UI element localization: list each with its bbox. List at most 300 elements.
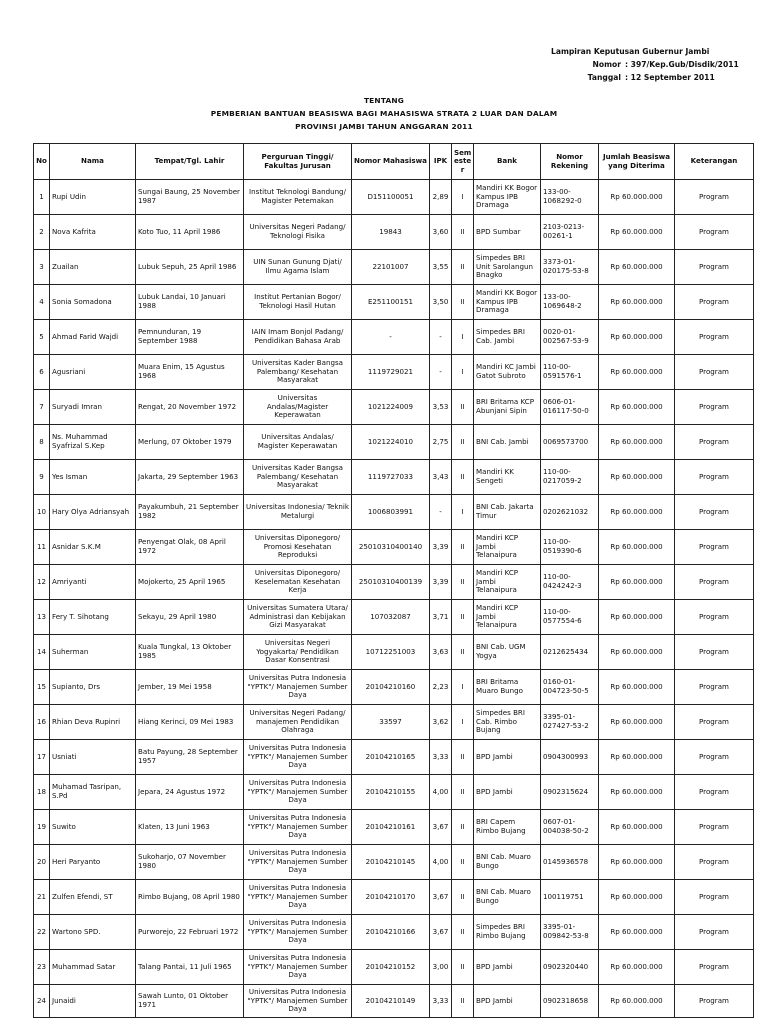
scholarship-table bbox=[33, 143, 754, 1018]
cell-no: 21 bbox=[34, 880, 50, 915]
cell-jumlah: Rp 60.000.000 bbox=[599, 390, 675, 425]
cell-keterangan: Program bbox=[675, 985, 754, 1018]
cell-ipk: - bbox=[430, 320, 452, 355]
cell-semester: II bbox=[452, 530, 474, 565]
cell-keterangan: Program bbox=[675, 880, 754, 915]
column-header: Nama bbox=[50, 144, 136, 180]
tanggal-label: Tanggal bbox=[587, 73, 621, 82]
cell-nomor-rekening: 100119751 bbox=[541, 880, 599, 915]
cell-nama: Zulfen Efendi, ST bbox=[50, 880, 136, 915]
cell-semester: I bbox=[452, 180, 474, 215]
cell-semester: I bbox=[452, 495, 474, 530]
table-row bbox=[34, 285, 754, 320]
cell-perguruan: Universitas Putra Indonesia "YPTK"/ Manajemen Sumber Daya bbox=[244, 915, 352, 950]
table-row bbox=[34, 845, 754, 880]
cell-ipk: 3,63 bbox=[430, 635, 452, 670]
cell-bank: BPD Jambi bbox=[474, 950, 541, 985]
cell-tempat-lahir: Sukoharjo, 07 November 1980 bbox=[136, 845, 244, 880]
cell-bank: BRI Capem Rimbo Bujang bbox=[474, 810, 541, 845]
table-row bbox=[34, 810, 754, 845]
cell-nama: Suwito bbox=[50, 810, 136, 845]
cell-ipk: 3,33 bbox=[430, 985, 452, 1018]
cell-no: 15 bbox=[34, 670, 50, 705]
cell-nama: Muhamad Tasripan, S.Pd bbox=[50, 775, 136, 810]
cell-ipk: 4,00 bbox=[430, 845, 452, 880]
cell-jumlah: Rp 60.000.000 bbox=[599, 495, 675, 530]
cell-nama: Ahmad Farid Wajdi bbox=[50, 320, 136, 355]
cell-nomor-rekening: 0145936578 bbox=[541, 845, 599, 880]
cell-keterangan: Program bbox=[675, 530, 754, 565]
cell-nomor-mahasiswa: 19843 bbox=[352, 215, 430, 250]
cell-tempat-lahir: Lubuk Landai, 10 Januari 1988 bbox=[136, 285, 244, 320]
cell-perguruan: Universitas Indonesia/ Teknik Metalurgi bbox=[244, 495, 352, 530]
cell-semester: II bbox=[452, 985, 474, 1018]
cell-semester: II bbox=[452, 390, 474, 425]
cell-no: 23 bbox=[34, 950, 50, 985]
cell-jumlah: Rp 60.000.000 bbox=[599, 600, 675, 635]
cell-tempat-lahir: Talang Pantai, 11 Juli 1965 bbox=[136, 950, 244, 985]
cell-no: 7 bbox=[34, 390, 50, 425]
cell-nomor-mahasiswa: 1021224009 bbox=[352, 390, 430, 425]
decree-reference bbox=[551, 45, 739, 84]
cell-semester: II bbox=[452, 810, 474, 845]
cell-semester: II bbox=[452, 880, 474, 915]
cell-semester: II bbox=[452, 285, 474, 320]
cell-tempat-lahir: Batu Payung, 28 September 1957 bbox=[136, 740, 244, 775]
table-row bbox=[34, 180, 754, 215]
table-row bbox=[34, 390, 754, 425]
cell-nomor-mahasiswa: 1021224010 bbox=[352, 425, 430, 460]
cell-jumlah: Rp 60.000.000 bbox=[599, 775, 675, 810]
cell-semester: I bbox=[452, 670, 474, 705]
cell-nomor-mahasiswa: 20104210165 bbox=[352, 740, 430, 775]
cell-jumlah: Rp 60.000.000 bbox=[599, 425, 675, 460]
cell-ipk: 3,39 bbox=[430, 530, 452, 565]
cell-keterangan: Program bbox=[675, 495, 754, 530]
title-line-3: PROVINSI JAMBI TAHUN ANGGARAN 2011 bbox=[295, 122, 473, 131]
cell-semester: I bbox=[452, 705, 474, 740]
cell-bank: BNI Cab. Muaro Bungo bbox=[474, 845, 541, 880]
cell-semester: II bbox=[452, 740, 474, 775]
cell-keterangan: Program bbox=[675, 215, 754, 250]
cell-bank: Mandiri KCP Jambi Telanaipura bbox=[474, 530, 541, 565]
cell-tempat-lahir: Penyengat Olak, 08 April 1972 bbox=[136, 530, 244, 565]
cell-no: 12 bbox=[34, 565, 50, 600]
table-row bbox=[34, 880, 754, 915]
cell-ipk: 3,55 bbox=[430, 250, 452, 285]
cell-nomor-mahasiswa: 33597 bbox=[352, 705, 430, 740]
cell-nomor-rekening: 0212625434 bbox=[541, 635, 599, 670]
cell-bank: BPD Jambi bbox=[474, 775, 541, 810]
column-header: Bank bbox=[474, 144, 541, 180]
cell-perguruan: Universitas Putra Indonesia "YPTK"/ Manajemen Sumber Daya bbox=[244, 985, 352, 1018]
cell-perguruan: Universitas Negeri Padang/ Teknologi Fisika bbox=[244, 215, 352, 250]
cell-no: 16 bbox=[34, 705, 50, 740]
cell-nama: Nova Kafrita bbox=[50, 215, 136, 250]
cell-nomor-mahasiswa: 1006803991 bbox=[352, 495, 430, 530]
cell-jumlah: Rp 60.000.000 bbox=[599, 740, 675, 775]
cell-nomor-mahasiswa: 10712251003 bbox=[352, 635, 430, 670]
table-row bbox=[34, 215, 754, 250]
cell-jumlah: Rp 60.000.000 bbox=[599, 250, 675, 285]
cell-tempat-lahir: Sekayu, 29 April 1980 bbox=[136, 600, 244, 635]
cell-keterangan: Program bbox=[675, 390, 754, 425]
cell-semester: II bbox=[452, 600, 474, 635]
cell-jumlah: Rp 60.000.000 bbox=[599, 985, 675, 1018]
cell-jumlah: Rp 60.000.000 bbox=[599, 915, 675, 950]
cell-jumlah: Rp 60.000.000 bbox=[599, 705, 675, 740]
cell-bank: BPD Jambi bbox=[474, 985, 541, 1018]
cell-jumlah: Rp 60.000.000 bbox=[599, 670, 675, 705]
cell-nomor-rekening: 133-00-1069648-2 bbox=[541, 285, 599, 320]
cell-no: 4 bbox=[34, 285, 50, 320]
cell-bank: Mandiri KK Sengeti bbox=[474, 460, 541, 495]
cell-perguruan: Universitas Putra Indonesia "YPTK"/ Manajemen Sumber Daya bbox=[244, 740, 352, 775]
cell-nomor-mahasiswa: D151100051 bbox=[352, 180, 430, 215]
cell-perguruan: Universitas Andalas/Magister Keperawatan bbox=[244, 390, 352, 425]
cell-keterangan: Program bbox=[675, 250, 754, 285]
cell-tempat-lahir: Payakumbuh, 21 September 1982 bbox=[136, 495, 244, 530]
cell-jumlah: Rp 60.000.000 bbox=[599, 320, 675, 355]
cell-keterangan: Program bbox=[675, 565, 754, 600]
cell-bank: Mandiri KK Bogor Kampus IPB Dramaga bbox=[474, 285, 541, 320]
cell-perguruan: Universitas Kader Bangsa Palembang/ Kesehatan Masyarakat bbox=[244, 460, 352, 495]
cell-nomor-mahasiswa: 20104210149 bbox=[352, 985, 430, 1018]
cell-keterangan: Program bbox=[675, 320, 754, 355]
cell-nomor-mahasiswa: 107032087 bbox=[352, 600, 430, 635]
cell-semester: II bbox=[452, 915, 474, 950]
cell-nama: Muhammad Satar bbox=[50, 950, 136, 985]
cell-nama: Sonia Somadona bbox=[50, 285, 136, 320]
cell-bank: BPD Jambi bbox=[474, 740, 541, 775]
cell-nama: Yes Isman bbox=[50, 460, 136, 495]
cell-ipk: 3,00 bbox=[430, 950, 452, 985]
cell-keterangan: Program bbox=[675, 355, 754, 390]
cell-bank: Mandiri KCP Jambi Telanaipura bbox=[474, 600, 541, 635]
cell-no: 20 bbox=[34, 845, 50, 880]
cell-nama: Wartono SPD. bbox=[50, 915, 136, 950]
cell-semester: I bbox=[452, 355, 474, 390]
cell-nama: Ns. Muhammad Syafrizal S.Kep bbox=[50, 425, 136, 460]
cell-jumlah: Rp 60.000.000 bbox=[599, 880, 675, 915]
cell-ipk: - bbox=[430, 495, 452, 530]
title-line-2: PEMBERIAN BANTUAN BEASISWA BAGI MAHASISWA STRATA 2 LUAR DAN DALAM bbox=[210, 109, 558, 118]
cell-nama: Junaidi bbox=[50, 985, 136, 1018]
table-row bbox=[34, 530, 754, 565]
cell-no: 5 bbox=[34, 320, 50, 355]
cell-ipk: - bbox=[430, 355, 452, 390]
cell-bank: Simpedes BRI Cab. Rimbo Bujang bbox=[474, 705, 541, 740]
cell-nomor-rekening: 2103-0213-00261-1 bbox=[541, 215, 599, 250]
table-row bbox=[34, 320, 754, 355]
cell-jumlah: Rp 60.000.000 bbox=[599, 285, 675, 320]
cell-semester: II bbox=[452, 775, 474, 810]
cell-perguruan: Universitas Diponegoro/ Promosi Kesehatan Reproduksi bbox=[244, 530, 352, 565]
table-row bbox=[34, 985, 754, 1018]
cell-ipk: 3,39 bbox=[430, 565, 452, 600]
cell-nomor-mahasiswa: 20104210160 bbox=[352, 670, 430, 705]
cell-keterangan: Program bbox=[675, 425, 754, 460]
cell-no: 22 bbox=[34, 915, 50, 950]
nomor-value: : 397/Kep.Gub/Disdik/2011 bbox=[625, 60, 739, 69]
cell-ipk: 2,23 bbox=[430, 670, 452, 705]
cell-ipk: 3,71 bbox=[430, 600, 452, 635]
cell-nomor-rekening: 0902320440 bbox=[541, 950, 599, 985]
table-row bbox=[34, 705, 754, 740]
cell-perguruan: Universitas Andalas/ Magister Keperawatan bbox=[244, 425, 352, 460]
cell-nama: Usniati bbox=[50, 740, 136, 775]
cell-perguruan: Institut Teknologi Bandung/ Magister Petemakan bbox=[244, 180, 352, 215]
column-header: Nomor Mahasiswa bbox=[352, 144, 430, 180]
cell-nomor-rekening: 0069573700 bbox=[541, 425, 599, 460]
title-line-1: TENTANG bbox=[363, 96, 405, 105]
cell-bank: Mandiri KC Jambi Gatot Subroto bbox=[474, 355, 541, 390]
cell-no: 13 bbox=[34, 600, 50, 635]
cell-nomor-mahasiswa: 1119729021 bbox=[352, 355, 430, 390]
cell-keterangan: Program bbox=[675, 180, 754, 215]
cell-no: 14 bbox=[34, 635, 50, 670]
cell-tempat-lahir: Kuala Tungkal, 13 Oktober 1985 bbox=[136, 635, 244, 670]
cell-nomor-mahasiswa: 20104210166 bbox=[352, 915, 430, 950]
cell-ipk: 3,50 bbox=[430, 285, 452, 320]
cell-semester: I bbox=[452, 320, 474, 355]
cell-nama: Heri Paryanto bbox=[50, 845, 136, 880]
cell-nama: Suryadi Imran bbox=[50, 390, 136, 425]
table-row bbox=[34, 915, 754, 950]
nomor-line bbox=[551, 58, 739, 71]
cell-bank: BNI Cab. Jakarta Timur bbox=[474, 495, 541, 530]
cell-ipk: 2,75 bbox=[430, 425, 452, 460]
cell-semester: II bbox=[452, 565, 474, 600]
cell-nomor-mahasiswa: 25010310400140 bbox=[352, 530, 430, 565]
cell-semester: II bbox=[452, 425, 474, 460]
cell-no: 19 bbox=[34, 810, 50, 845]
cell-perguruan: Universitas Negeri Padang/ manajemen Pendidikan Olahraga bbox=[244, 705, 352, 740]
cell-ipk: 3,33 bbox=[430, 740, 452, 775]
cell-ipk: 3,62 bbox=[430, 705, 452, 740]
cell-no: 8 bbox=[34, 425, 50, 460]
cell-ipk: 3,67 bbox=[430, 880, 452, 915]
cell-bank: BNI Cab. Jambi bbox=[474, 425, 541, 460]
cell-tempat-lahir: Pemnunduran, 19 September 1988 bbox=[136, 320, 244, 355]
cell-perguruan: Universitas Putra Indonesia "YPTK"/ Manajemen Sumber Daya bbox=[244, 670, 352, 705]
cell-keterangan: Program bbox=[675, 810, 754, 845]
cell-tempat-lahir: Rimbo Bujang, 08 April 1980 bbox=[136, 880, 244, 915]
cell-tempat-lahir: Purworejo, 22 Februari 1972 bbox=[136, 915, 244, 950]
cell-nomor-mahasiswa: 22101007 bbox=[352, 250, 430, 285]
cell-bank: BNI Cab. UGM Yogya bbox=[474, 635, 541, 670]
cell-jumlah: Rp 60.000.000 bbox=[599, 460, 675, 495]
cell-nomor-rekening: 0160-01-004723-50-5 bbox=[541, 670, 599, 705]
cell-ipk: 3,67 bbox=[430, 915, 452, 950]
cell-tempat-lahir: Hiang Kerinci, 09 Mei 1983 bbox=[136, 705, 244, 740]
nomor-label: Nomor bbox=[592, 60, 621, 69]
table-row bbox=[34, 425, 754, 460]
cell-perguruan: Universitas Sumatera Utara/ Administrasi dan Kebijakan Gizi Masyarakat bbox=[244, 600, 352, 635]
cell-nomor-mahasiswa: 25010310400139 bbox=[352, 565, 430, 600]
cell-bank: Simpedes BRI Rimbo Bujang bbox=[474, 915, 541, 950]
cell-ipk: 3,43 bbox=[430, 460, 452, 495]
cell-tempat-lahir: Jakarta, 29 September 1963 bbox=[136, 460, 244, 495]
cell-semester: II bbox=[452, 250, 474, 285]
cell-bank: Mandiri KCP Jambi Telanaipura bbox=[474, 565, 541, 600]
cell-tempat-lahir: Sawah Lunto, 01 Oktober 1971 bbox=[136, 985, 244, 1018]
cell-bank: BRI Britama Muaro Bungo bbox=[474, 670, 541, 705]
cell-semester: II bbox=[452, 845, 474, 880]
table-row bbox=[34, 600, 754, 635]
column-header: Nomor Rekening bbox=[541, 144, 599, 180]
cell-no: 24 bbox=[34, 985, 50, 1018]
cell-nomor-rekening: 3395-01-009842-53-8 bbox=[541, 915, 599, 950]
column-header: Jumlah Beasiswa yang Diterima bbox=[599, 144, 675, 180]
cell-nomor-rekening: 110-00-0519390-6 bbox=[541, 530, 599, 565]
cell-nomor-rekening: 0020-01-002567-53-9 bbox=[541, 320, 599, 355]
cell-jumlah: Rp 60.000.000 bbox=[599, 215, 675, 250]
cell-nomor-mahasiswa: 20104210155 bbox=[352, 775, 430, 810]
cell-no: 3 bbox=[34, 250, 50, 285]
cell-nama: Fery T. Sihotang bbox=[50, 600, 136, 635]
cell-jumlah: Rp 60.000.000 bbox=[599, 810, 675, 845]
table-row bbox=[34, 740, 754, 775]
column-header: Sem este r bbox=[452, 144, 474, 180]
cell-ipk: 3,53 bbox=[430, 390, 452, 425]
cell-keterangan: Program bbox=[675, 950, 754, 985]
tanggal-line bbox=[551, 71, 739, 84]
cell-tempat-lahir: Sungai Baung, 25 November 1987 bbox=[136, 180, 244, 215]
cell-nama: Amriyanti bbox=[50, 565, 136, 600]
table-body bbox=[34, 180, 754, 1018]
cell-no: 11 bbox=[34, 530, 50, 565]
cell-ipk: 3,60 bbox=[430, 215, 452, 250]
cell-keterangan: Program bbox=[675, 775, 754, 810]
cell-nama: Hary Olya Adriansyah bbox=[50, 495, 136, 530]
cell-nomor-rekening: 3373-01-020175-53-8 bbox=[541, 250, 599, 285]
cell-no: 9 bbox=[34, 460, 50, 495]
table-row bbox=[34, 250, 754, 285]
cell-bank: BRI Britama KCP Abunjani Sipin bbox=[474, 390, 541, 425]
cell-jumlah: Rp 60.000.000 bbox=[599, 565, 675, 600]
cell-keterangan: Program bbox=[675, 705, 754, 740]
cell-tempat-lahir: Jember, 19 Mei 1958 bbox=[136, 670, 244, 705]
cell-nomor-mahasiswa: - bbox=[352, 320, 430, 355]
cell-jumlah: Rp 60.000.000 bbox=[599, 845, 675, 880]
cell-jumlah: Rp 60.000.000 bbox=[599, 635, 675, 670]
cell-perguruan: IAIN Imam Bonjol Padang/ Pendidikan Bahasa Arab bbox=[244, 320, 352, 355]
cell-perguruan: Universitas Kader Bangsa Palembang/ Kesehatan Masyarakat bbox=[244, 355, 352, 390]
column-header: No bbox=[34, 144, 50, 180]
cell-no: 1 bbox=[34, 180, 50, 215]
cell-tempat-lahir: Merlung, 07 Oktober 1979 bbox=[136, 425, 244, 460]
table-row bbox=[34, 565, 754, 600]
cell-perguruan: UIN Sunan Gunung Djati/ Ilmu Agama Islam bbox=[244, 250, 352, 285]
cell-nomor-mahasiswa: 1119727033 bbox=[352, 460, 430, 495]
cell-nama: Zuailan bbox=[50, 250, 136, 285]
cell-nomor-mahasiswa: 20104210145 bbox=[352, 845, 430, 880]
table-row bbox=[34, 460, 754, 495]
cell-perguruan: Universitas Putra Indonesia "YPTK"/ Manajemen Sumber Daya bbox=[244, 775, 352, 810]
cell-semester: II bbox=[452, 950, 474, 985]
column-header: Keterangan bbox=[675, 144, 754, 180]
cell-no: 6 bbox=[34, 355, 50, 390]
cell-semester: II bbox=[452, 215, 474, 250]
table-row bbox=[34, 635, 754, 670]
lampiran-line: Lampiran Keputusan Gubernur Jambi bbox=[551, 47, 710, 56]
cell-perguruan: Universitas Putra Indonesia "YPTK"/ Manajemen Sumber Daya bbox=[244, 950, 352, 985]
cell-keterangan: Program bbox=[675, 915, 754, 950]
table-row bbox=[34, 950, 754, 985]
cell-nomor-mahasiswa: 20104210170 bbox=[352, 880, 430, 915]
cell-nama: Suherman bbox=[50, 635, 136, 670]
cell-perguruan: Universitas Putra Indonesia "YPTK"/ Manajemen Sumber Daya bbox=[244, 845, 352, 880]
cell-ipk: 3,67 bbox=[430, 810, 452, 845]
cell-nama: Rupi Udin bbox=[50, 180, 136, 215]
cell-keterangan: Program bbox=[675, 600, 754, 635]
cell-jumlah: Rp 60.000.000 bbox=[599, 950, 675, 985]
cell-nomor-mahasiswa: 20104210161 bbox=[352, 810, 430, 845]
cell-jumlah: Rp 60.000.000 bbox=[599, 180, 675, 215]
cell-no: 10 bbox=[34, 495, 50, 530]
cell-nomor-rekening: 110-00-0577554-6 bbox=[541, 600, 599, 635]
table-row bbox=[34, 495, 754, 530]
cell-perguruan: Universitas Diponegoro/ Keselematan Kesehatan Kerja bbox=[244, 565, 352, 600]
cell-tempat-lahir: Koto Tuo, 11 April 1986 bbox=[136, 215, 244, 250]
cell-nama: Rhian Deva Rupinri bbox=[50, 705, 136, 740]
cell-keterangan: Program bbox=[675, 460, 754, 495]
cell-bank: BPD Sumbar bbox=[474, 215, 541, 250]
cell-bank: Simpedes BRI Unit Sarolangun Bnagko bbox=[474, 250, 541, 285]
cell-nomor-rekening: 0607-01-004038-50-2 bbox=[541, 810, 599, 845]
cell-ipk: 4,00 bbox=[430, 775, 452, 810]
cell-tempat-lahir: Lubuk Sepuh, 25 April 1986 bbox=[136, 250, 244, 285]
cell-nomor-rekening: 110-00-0424242-3 bbox=[541, 565, 599, 600]
cell-no: 2 bbox=[34, 215, 50, 250]
cell-jumlah: Rp 60.000.000 bbox=[599, 530, 675, 565]
cell-nomor-rekening: 0202621032 bbox=[541, 495, 599, 530]
cell-perguruan: Universitas Putra Indonesia "YPTK"/ Manajemen Sumber Daya bbox=[244, 880, 352, 915]
cell-keterangan: Program bbox=[675, 845, 754, 880]
cell-keterangan: Program bbox=[675, 740, 754, 775]
cell-tempat-lahir: Rengat, 20 November 1972 bbox=[136, 390, 244, 425]
cell-keterangan: Program bbox=[675, 285, 754, 320]
cell-tempat-lahir: Muara Enim, 15 Agustus 1968 bbox=[136, 355, 244, 390]
cell-semester: II bbox=[452, 635, 474, 670]
cell-ipk: 2,89 bbox=[430, 180, 452, 215]
cell-nama: Agusriani bbox=[50, 355, 136, 390]
cell-no: 17 bbox=[34, 740, 50, 775]
cell-keterangan: Program bbox=[675, 635, 754, 670]
cell-tempat-lahir: Mojokerto, 25 April 1965 bbox=[136, 565, 244, 600]
cell-nomor-rekening: 0606-01-016117-50-0 bbox=[541, 390, 599, 425]
cell-jumlah: Rp 60.000.000 bbox=[599, 355, 675, 390]
cell-bank: BNI Cab. Muaro Bungo bbox=[474, 880, 541, 915]
table-row bbox=[34, 775, 754, 810]
table-row bbox=[34, 355, 754, 390]
cell-semester: II bbox=[452, 460, 474, 495]
cell-nomor-mahasiswa: 20104210152 bbox=[352, 950, 430, 985]
tanggal-value: : 12 September 2011 bbox=[625, 73, 715, 82]
cell-keterangan: Program bbox=[675, 670, 754, 705]
cell-nomor-rekening: 133-00-1068292-0 bbox=[541, 180, 599, 215]
cell-nomor-rekening: 0902315624 bbox=[541, 775, 599, 810]
cell-bank: Simpedes BRI Cab. Jambi bbox=[474, 320, 541, 355]
cell-perguruan: Institut Pertanian Bogor/ Teknologi Hasil Hutan bbox=[244, 285, 352, 320]
cell-nomor-rekening: 110-00-0217059-2 bbox=[541, 460, 599, 495]
cell-nama: Asnidar S.K.M bbox=[50, 530, 136, 565]
cell-nama: Supianto, Drs bbox=[50, 670, 136, 705]
cell-nomor-rekening: 110-00-0591576-1 bbox=[541, 355, 599, 390]
cell-nomor-rekening: 0902318658 bbox=[541, 985, 599, 1018]
cell-perguruan: Universitas Negeri Yogyakarta/ Pendidikan Dasar Konsentrasi bbox=[244, 635, 352, 670]
